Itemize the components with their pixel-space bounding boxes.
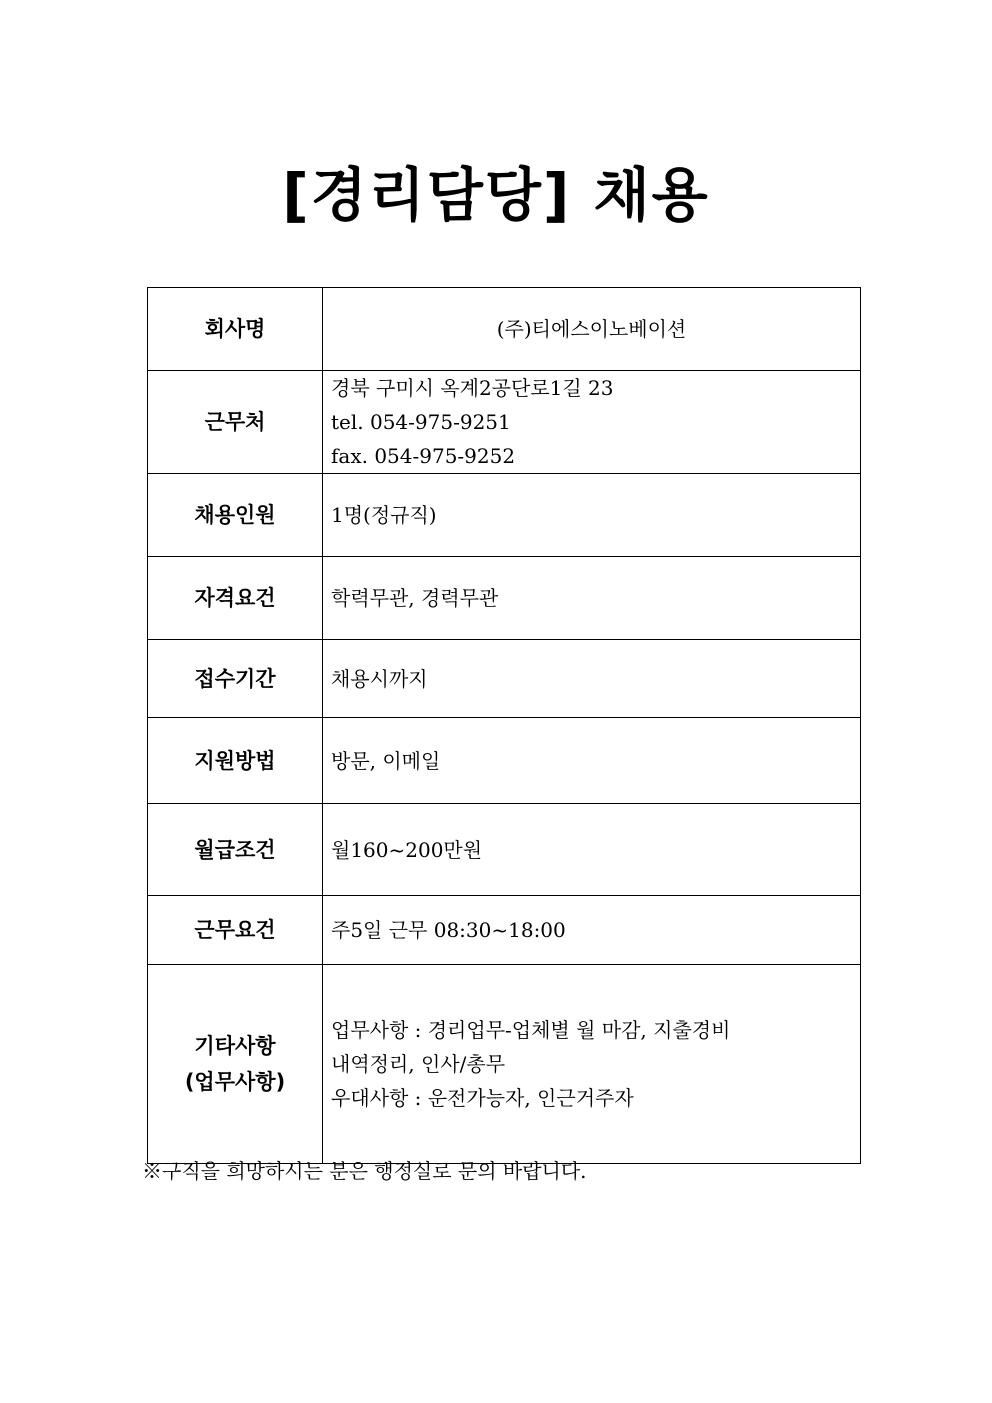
row-label xyxy=(148,965,323,1164)
footnote: ※구직을 희망하시는 분은 행정실로 문의 바랍니다. xyxy=(142,1159,587,1183)
application-period-value: 채용시까지 xyxy=(331,666,428,691)
work-conditions-value: 주5일 근무 08:30~18:00 xyxy=(331,918,566,942)
row-label: 채용인원 xyxy=(148,474,323,557)
row-value xyxy=(323,557,861,640)
row-value xyxy=(323,718,861,804)
company-name: (주)티에스이노베이션 xyxy=(496,317,687,341)
row-value xyxy=(323,804,861,896)
recruitment-info-table xyxy=(147,287,861,1164)
work-fax: fax. 054-975-9252 xyxy=(331,444,516,468)
row-label: 접수기간 xyxy=(148,640,323,718)
preference-line: 우대사항 : 운전가능자, 인근거주자 xyxy=(331,1086,634,1110)
row-value xyxy=(323,371,861,474)
table-row xyxy=(148,965,861,1164)
row-label: 근무처 xyxy=(148,371,323,474)
row-label: 자격요건 xyxy=(148,557,323,640)
salary-value: 월160~200만원 xyxy=(331,837,483,862)
row-value xyxy=(323,965,861,1164)
duties-line: 내역정리, 인사/총무 xyxy=(331,1052,506,1076)
row-label-line: 기타사항 xyxy=(194,1034,276,1058)
row-label: 근무요건 xyxy=(148,896,323,965)
qualification-value: 학력무관, 경력무관 xyxy=(331,586,499,610)
work-tel: tel. 054-975-9251 xyxy=(331,410,511,434)
headcount-value: 1명(정규직) xyxy=(331,503,437,527)
table-row xyxy=(148,804,861,896)
application-method-value: 방문, 이메일 xyxy=(331,748,441,773)
row-label: 지원방법 xyxy=(148,718,323,804)
row-label: 회사명 xyxy=(148,288,323,371)
work-address: 경북 구미시 옥계2공단로1길 23 xyxy=(331,376,614,400)
row-value xyxy=(323,640,861,718)
page-title: [경리담당] 채용 xyxy=(282,161,710,229)
row-value xyxy=(323,474,861,557)
row-label-line: (업무사항) xyxy=(184,1070,286,1094)
row-value xyxy=(323,288,861,371)
duties-line: 업무사항 : 경리업무-업체별 월 마감, 지출경비 xyxy=(331,1018,731,1042)
table-row xyxy=(148,557,861,640)
table-row xyxy=(148,474,861,557)
table-row xyxy=(148,288,861,371)
table-row xyxy=(148,640,861,718)
row-value xyxy=(323,896,861,965)
table-row xyxy=(148,718,861,804)
table-row xyxy=(148,896,861,965)
row-label: 월급조건 xyxy=(148,804,323,896)
table-row xyxy=(148,371,861,474)
